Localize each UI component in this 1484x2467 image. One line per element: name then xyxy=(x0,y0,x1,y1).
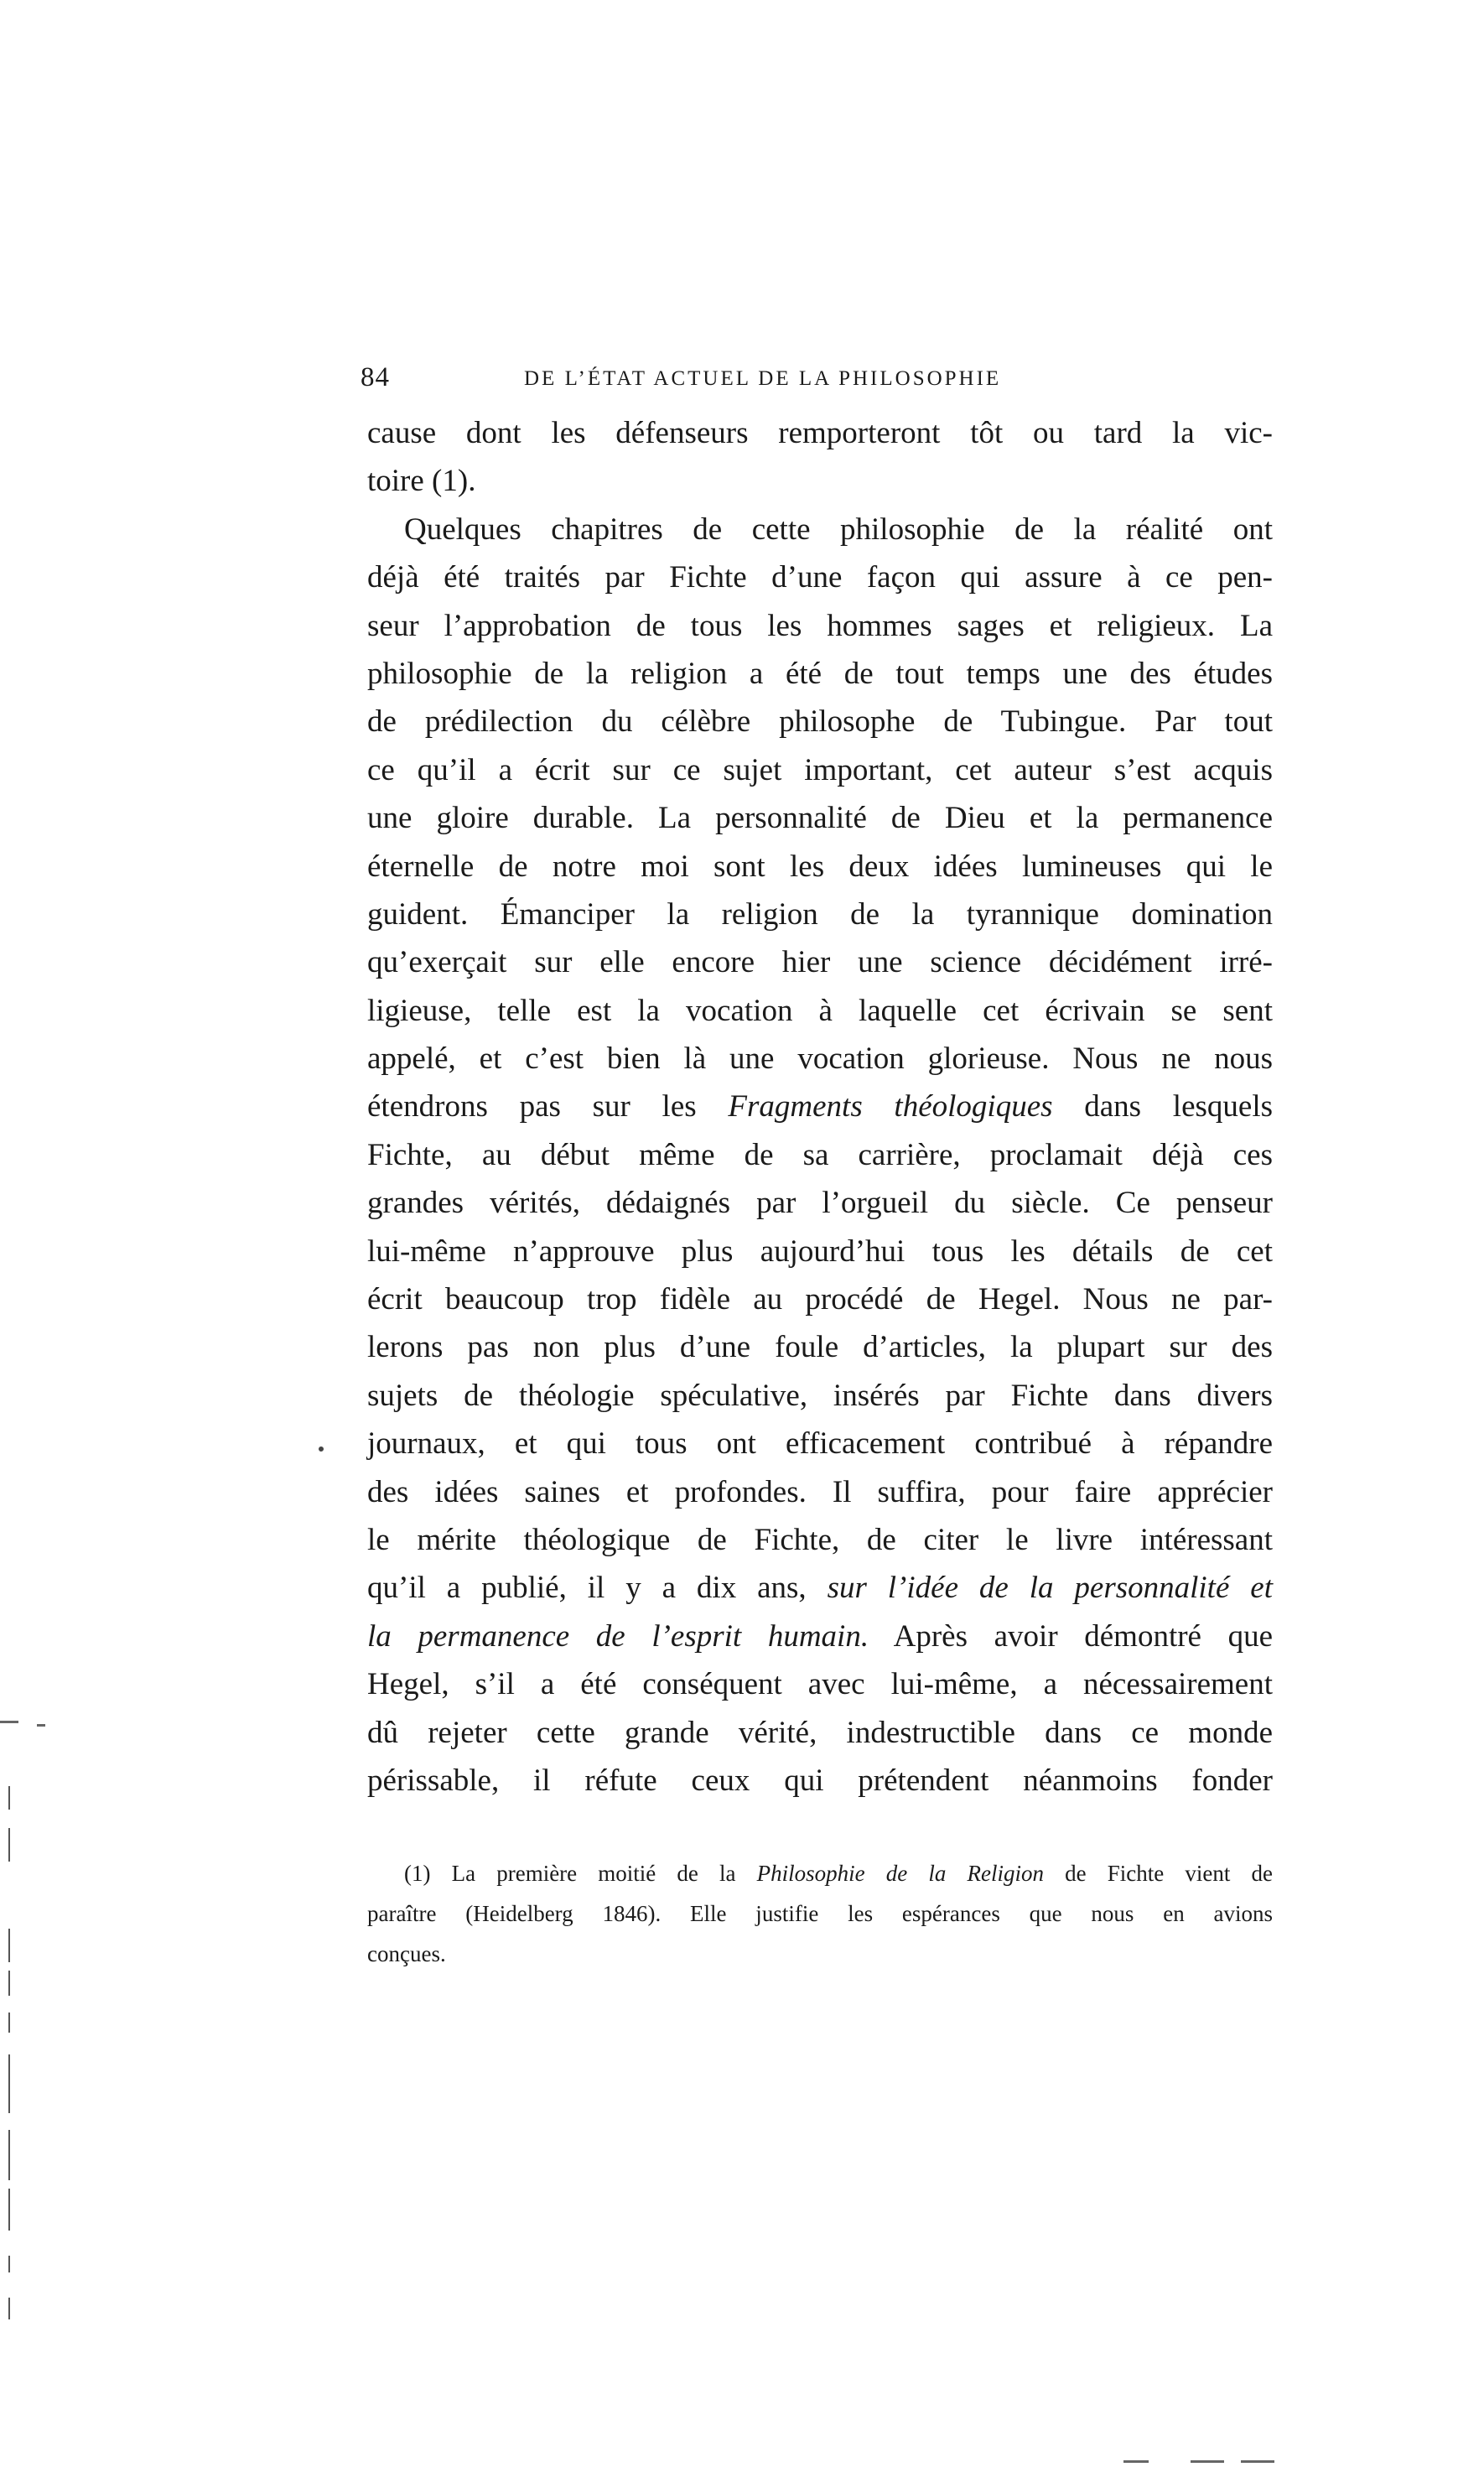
text-line xyxy=(367,1228,1273,1275)
text-segment: Après avoir démontré que xyxy=(869,1618,1273,1654)
text-line xyxy=(367,1083,1273,1130)
text-line xyxy=(367,1757,1273,1805)
text-line xyxy=(367,1564,1273,1612)
margin-tick xyxy=(8,2013,10,2033)
text-line xyxy=(367,1131,1273,1179)
text-segment: qu’il a publié, il y a dix ans, xyxy=(367,1571,828,1606)
italic-title: Fragments théologiques xyxy=(728,1089,1053,1124)
text-segment: écrit beaucoup trop fidèle au procédé de Hegel. Nous ne par- xyxy=(367,1282,1273,1317)
text-line xyxy=(367,553,1273,601)
footnote xyxy=(367,1853,1273,1974)
italic-title: la permanence de l’esprit humain. xyxy=(367,1618,869,1654)
text-segment: des idées saines et profondes. Il suffira, pour faire apprécier xyxy=(367,1474,1273,1509)
text-line xyxy=(367,650,1273,698)
text-segment: cause dont les défenseurs remporteront tôt ou tard la vic- xyxy=(367,416,1273,450)
text-segment: Hegel, s’il a été conséquent avec lui-même, a nécessairement xyxy=(367,1667,1273,1702)
text-line xyxy=(367,891,1273,938)
text-line xyxy=(367,506,1273,553)
text-segment: guident. Émanciper la religion de la tyrannique domination xyxy=(367,896,1273,932)
text-segment: de Fichte vient de xyxy=(1044,1861,1273,1886)
margin-tick xyxy=(8,1828,10,1862)
text-segment: le mérite théologique de Fichte, de citer le livre intéressant xyxy=(367,1522,1273,1557)
scan-mark xyxy=(37,1724,45,1727)
text-line xyxy=(367,1179,1273,1227)
text-line xyxy=(367,1516,1273,1564)
text-segment: (1) La première moitié de la xyxy=(404,1861,757,1886)
text-line xyxy=(367,794,1273,842)
margin-tick xyxy=(8,2189,10,2231)
text-segment: paraître (Heidelberg 1846). Elle justifie les espérances que nous en avions xyxy=(367,1901,1273,1926)
scan-mark xyxy=(1123,2460,1149,2463)
text-segment: journaux, et qui tous ont efficacement contribué à répandre xyxy=(367,1426,1273,1462)
margin-tick xyxy=(8,2054,10,2113)
footnote-line xyxy=(367,1853,1273,1893)
text-segment: lerons pas non plus d’une foule d’articles, la plupart sur des xyxy=(367,1330,1273,1365)
text-line xyxy=(367,1420,1273,1467)
text-line xyxy=(367,1035,1273,1083)
text-segment: périssable, il réfute ceux qui prétendent néanmoins fonder xyxy=(367,1763,1273,1798)
text-segment: déjà été traités par Fichte d’une façon qui assure à ce pen- xyxy=(367,560,1273,595)
scan-mark xyxy=(1241,2460,1274,2463)
running-head xyxy=(361,362,1295,399)
text-segment: sujets de théologie spéculative, insérés par Fichte dans divers xyxy=(367,1378,1273,1413)
margin-tick xyxy=(8,1929,10,1962)
italic-title: Philosophie de la Religion xyxy=(756,1861,1045,1886)
text-segment: Fichte, au début même de sa carrière, proclamait déjà ces xyxy=(367,1137,1273,1172)
text-line xyxy=(367,843,1273,891)
body-text xyxy=(367,409,1273,1805)
text-line xyxy=(367,938,1273,986)
scan-speck xyxy=(319,1446,324,1452)
text-line xyxy=(367,1468,1273,1516)
text-line xyxy=(367,457,1273,505)
margin-tick xyxy=(8,2298,10,2319)
text-segment: qu’exerçait sur elle encore hier une science décidément irré- xyxy=(367,945,1273,980)
page-number: 84 xyxy=(361,362,390,392)
text-segment: philosophie de la religion a été de tout temps une des études xyxy=(367,656,1273,691)
text-segment: ce qu’il a écrit sur ce sujet important, cet auteur s’est acquis xyxy=(367,752,1273,787)
text-segment: seur l’approbation de tous les hommes sages et religieux. La xyxy=(367,608,1273,643)
text-segment: une gloire durable. La personnalité de Dieu et la permanence xyxy=(367,801,1273,836)
margin-tick xyxy=(8,2256,10,2272)
text-segment: Quelques chapitres de cette philosophie de la réalité ont xyxy=(404,512,1273,547)
text-line xyxy=(367,409,1273,457)
scan-mark xyxy=(0,1721,18,1723)
margin-tick xyxy=(8,1971,10,1996)
italic-title: sur l’idée de la personnalité et xyxy=(827,1571,1273,1606)
text-segment: grandes vérités, dédaignés par l’orgueil du siècle. Ce penseur xyxy=(367,1186,1273,1221)
text-segment: dans lesquels xyxy=(1052,1089,1274,1124)
margin-tick xyxy=(8,1786,10,1810)
text-segment: ligieuse, telle est la vocation à laquelle cet écrivain se sent xyxy=(367,993,1273,1028)
footnote-line xyxy=(367,1893,1273,1934)
text-segment: lui-même n’approuve plus aujourd’hui tous les détails de cet xyxy=(367,1234,1273,1269)
margin-tick xyxy=(8,2130,10,2180)
text-segment: toire (1). xyxy=(367,464,476,499)
text-line xyxy=(367,602,1273,650)
footnote-line xyxy=(367,1934,1273,1974)
text-segment: conçues. xyxy=(367,1941,446,1966)
text-line xyxy=(367,1709,1273,1757)
running-title: DE L’ÉTAT ACTUEL DE LA PHILOSOPHIE xyxy=(524,367,1002,390)
text-line xyxy=(367,1275,1273,1323)
text-line xyxy=(367,1372,1273,1420)
text-line xyxy=(367,698,1273,745)
text-segment: de prédilection du célèbre philosophe de Tubingue. Par tout xyxy=(367,704,1273,740)
text-segment: éternelle de notre moi sont les deux idées lumineuses qui le xyxy=(367,849,1273,884)
text-line xyxy=(367,1323,1273,1371)
text-segment: appelé, et c’est bien là une vocation glorieuse. Nous ne nous xyxy=(367,1041,1273,1077)
text-line xyxy=(367,1613,1273,1660)
scan-mark xyxy=(1191,2460,1224,2463)
text-segment: dû rejeter cette grande vérité, indestructible dans ce monde xyxy=(367,1715,1273,1750)
text-line xyxy=(367,987,1273,1035)
text-line xyxy=(367,1660,1273,1708)
text-segment: étendrons pas sur les xyxy=(367,1089,729,1124)
text-line xyxy=(367,746,1273,794)
